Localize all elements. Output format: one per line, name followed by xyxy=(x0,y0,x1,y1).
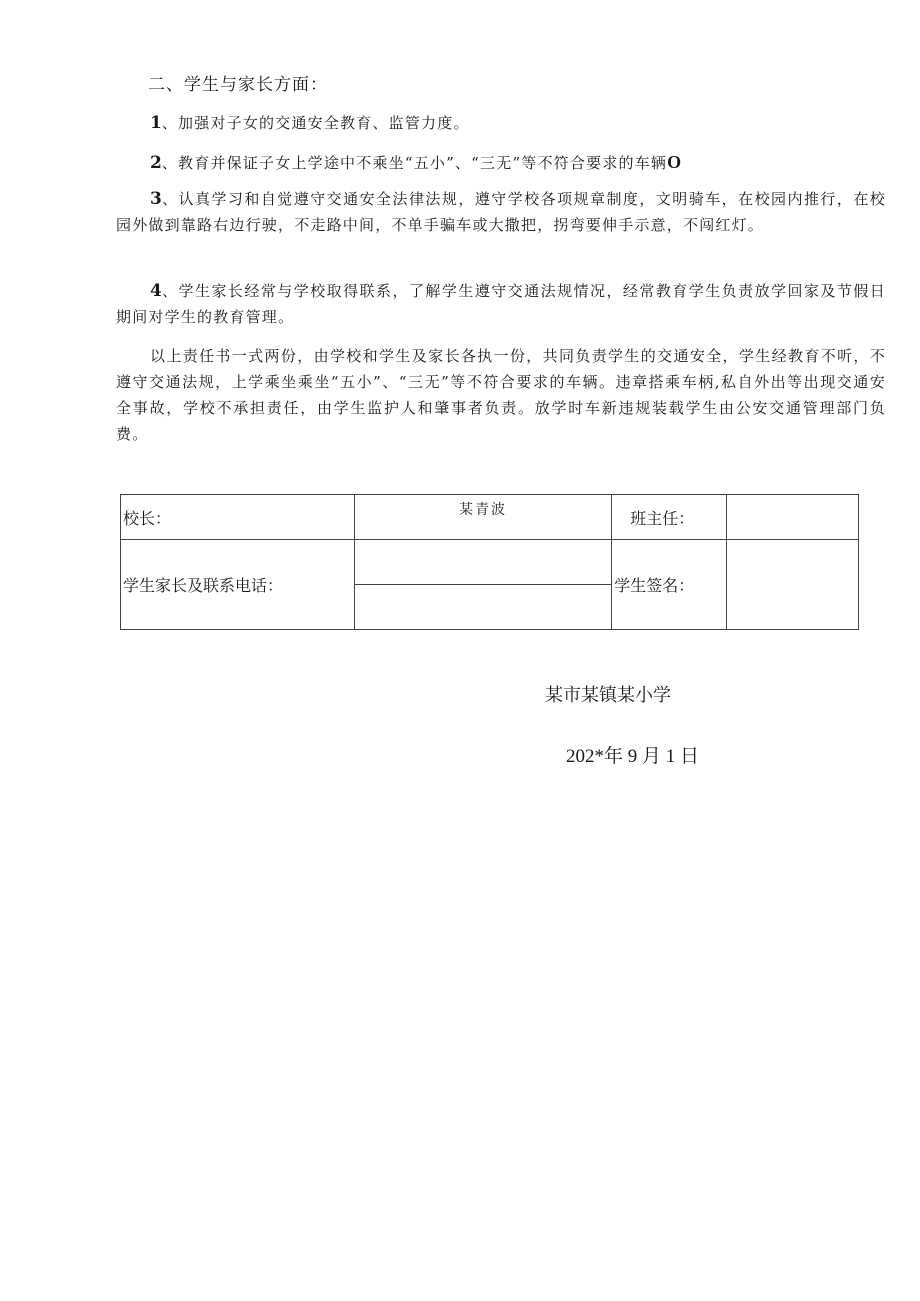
section-heading: 二、学生与家长方面： xyxy=(148,75,328,95)
document-date: 202*年 9 月 1 日 xyxy=(566,746,700,767)
item-number: 1 xyxy=(150,113,162,133)
parent-signature-cell[interactable] xyxy=(354,540,612,585)
item-1 xyxy=(116,110,886,136)
item-2 xyxy=(116,149,886,176)
principal-name-cell xyxy=(354,495,612,540)
parent-phone-cell[interactable] xyxy=(354,585,612,630)
signature-table xyxy=(120,494,859,630)
parent-row xyxy=(121,540,859,585)
item-text: 、加强对子女的交通安全教育、监管力度。 xyxy=(161,114,470,132)
item-text: 、教育并保证子女上学途中不乘坐“五小”、“三无”等不符合要求的车辆 xyxy=(161,154,668,172)
teacher-label: 班主任： xyxy=(612,495,727,540)
principal-row xyxy=(121,495,859,540)
item-number: 3 xyxy=(150,189,162,209)
parent-label: 学生家长及联系电话： xyxy=(121,540,355,630)
student-signature-cell[interactable] xyxy=(727,540,859,630)
principal-name: 某青波 xyxy=(458,502,507,518)
student-label: 学生签名： xyxy=(612,540,727,630)
principal-label: 校长： xyxy=(121,495,355,540)
item-text: 、学生家长经常与学校取得联系，了解学生遵守交通法规情况，经常教育学生负责放学回家及节假日期间对学生的教育管理。 xyxy=(116,282,886,326)
teacher-signature-cell[interactable] xyxy=(727,495,859,540)
item-tail-mark: O xyxy=(667,152,683,172)
item-text: 、认真学习和自觉遵守交通安全法律法规，遵守学校各项规章制度，文明骑车，在校园内推行，在校园外做到靠路右边行驶，不走路中间，不单手骗车或大撒把，拐弯要伸手示意，不闯红灯。 xyxy=(116,190,886,234)
closing-paragraph: 以上责任书一式两份，由学校和学生及家长各执一份，共同负责学生的交通安全，学生经教育不听，不遵守交通法规，上学乘坐乘坐“五小”、“三无”等不符合要求的车辆。违章搭乘车柄,私自外出等出现交通安全事故，学校不承担责任，由学生监护人和肇事者负责。放学时车新违规装载学生由公安交通管理部门负费。 xyxy=(116,347,886,443)
item-4 xyxy=(116,278,886,330)
item-number: 2 xyxy=(150,153,162,173)
item-3 xyxy=(116,186,886,238)
school-name: 某市某镇某小学 xyxy=(545,685,671,706)
item-number: 4 xyxy=(150,281,162,301)
